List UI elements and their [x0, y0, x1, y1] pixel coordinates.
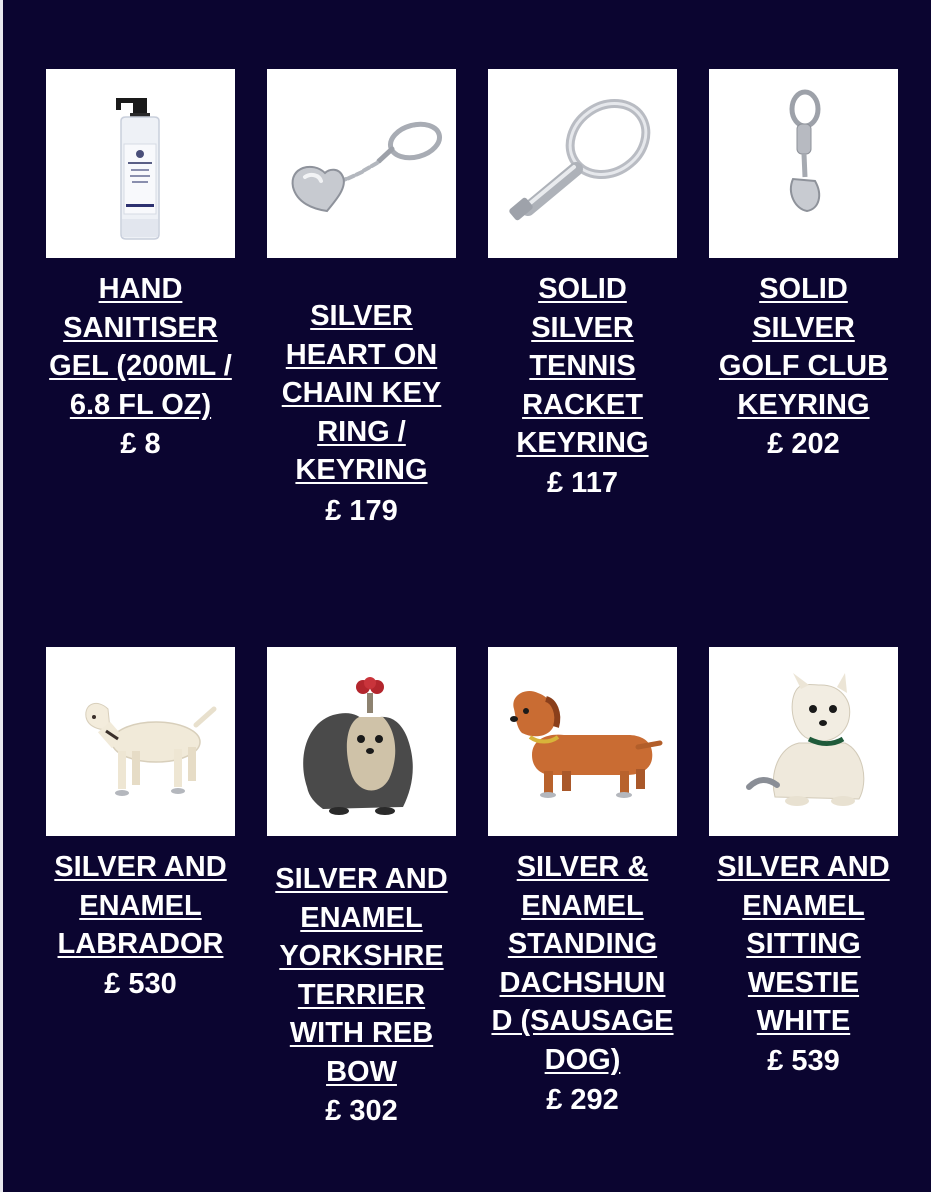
product-price-golf-club-keyring: £ 202 — [767, 428, 840, 460]
product-image-hand-sanitiser[interactable] — [46, 69, 235, 258]
left-edge-divider — [0, 0, 3, 1192]
labrador-figurine-icon — [46, 647, 235, 836]
product-title-hand-sanitiser[interactable]: HAND SANITISER GEL (200ML / 6.8 FL OZ) — [49, 273, 232, 421]
product-title-tennis-racket-keyring[interactable]: SOLID SILVER TENNIS RACKET KEYRING — [516, 273, 649, 460]
golf-club-keyring-icon — [709, 69, 898, 258]
product-image-labrador[interactable] — [46, 647, 235, 836]
product-title-westie[interactable]: SILVER AND ENAMEL SITTING WESTIE WHITE — [717, 851, 890, 1038]
product-price-yorkshire-terrier: £ 302 — [325, 1095, 398, 1127]
product-price-tennis-racket-keyring: £ 117 — [547, 467, 618, 499]
hand-sanitiser-bottle-icon — [46, 69, 235, 258]
product-image-yorkshire-terrier[interactable] — [267, 647, 456, 836]
heart-keyring-icon — [267, 69, 456, 258]
product-title-heart-keyring[interactable]: SILVER HEART ON CHAIN KEY RING / KEYRING — [281, 300, 442, 487]
product-price-labrador: £ 530 — [104, 968, 177, 1000]
product-image-golf-club-keyring[interactable] — [709, 69, 898, 258]
product-price-westie: £ 539 — [767, 1045, 840, 1077]
product-image-dachshund[interactable] — [488, 647, 677, 836]
tennis-racket-keyring-icon — [488, 69, 677, 258]
product-image-heart-keyring[interactable] — [267, 69, 456, 258]
westie-figurine-icon — [709, 647, 898, 836]
dachshund-figurine-icon — [488, 647, 677, 836]
product-image-westie[interactable] — [709, 647, 898, 836]
product-title-yorkshire-terrier[interactable]: SILVER AND ENAMEL YORKSHRE TERRIER WITH REB BOW — [275, 863, 448, 1088]
product-image-tennis-racket-keyring[interactable] — [488, 69, 677, 258]
product-price-heart-keyring: £ 179 — [325, 495, 398, 527]
product-title-dachshund[interactable]: SILVER & ENAMEL STANDING DACHSHUN D (SAUSAGE DOG) — [491, 851, 674, 1076]
product-title-golf-club-keyring[interactable]: SOLID SILVER GOLF CLUB KEYRING — [718, 273, 889, 421]
product-title-labrador[interactable]: SILVER AND ENAMEL LABRADOR — [54, 851, 227, 961]
yorkshire-terrier-figurine-icon — [267, 647, 456, 836]
product-price-hand-sanitiser: £ 8 — [120, 428, 161, 460]
product-price-dachshund: £ 292 — [546, 1084, 619, 1116]
